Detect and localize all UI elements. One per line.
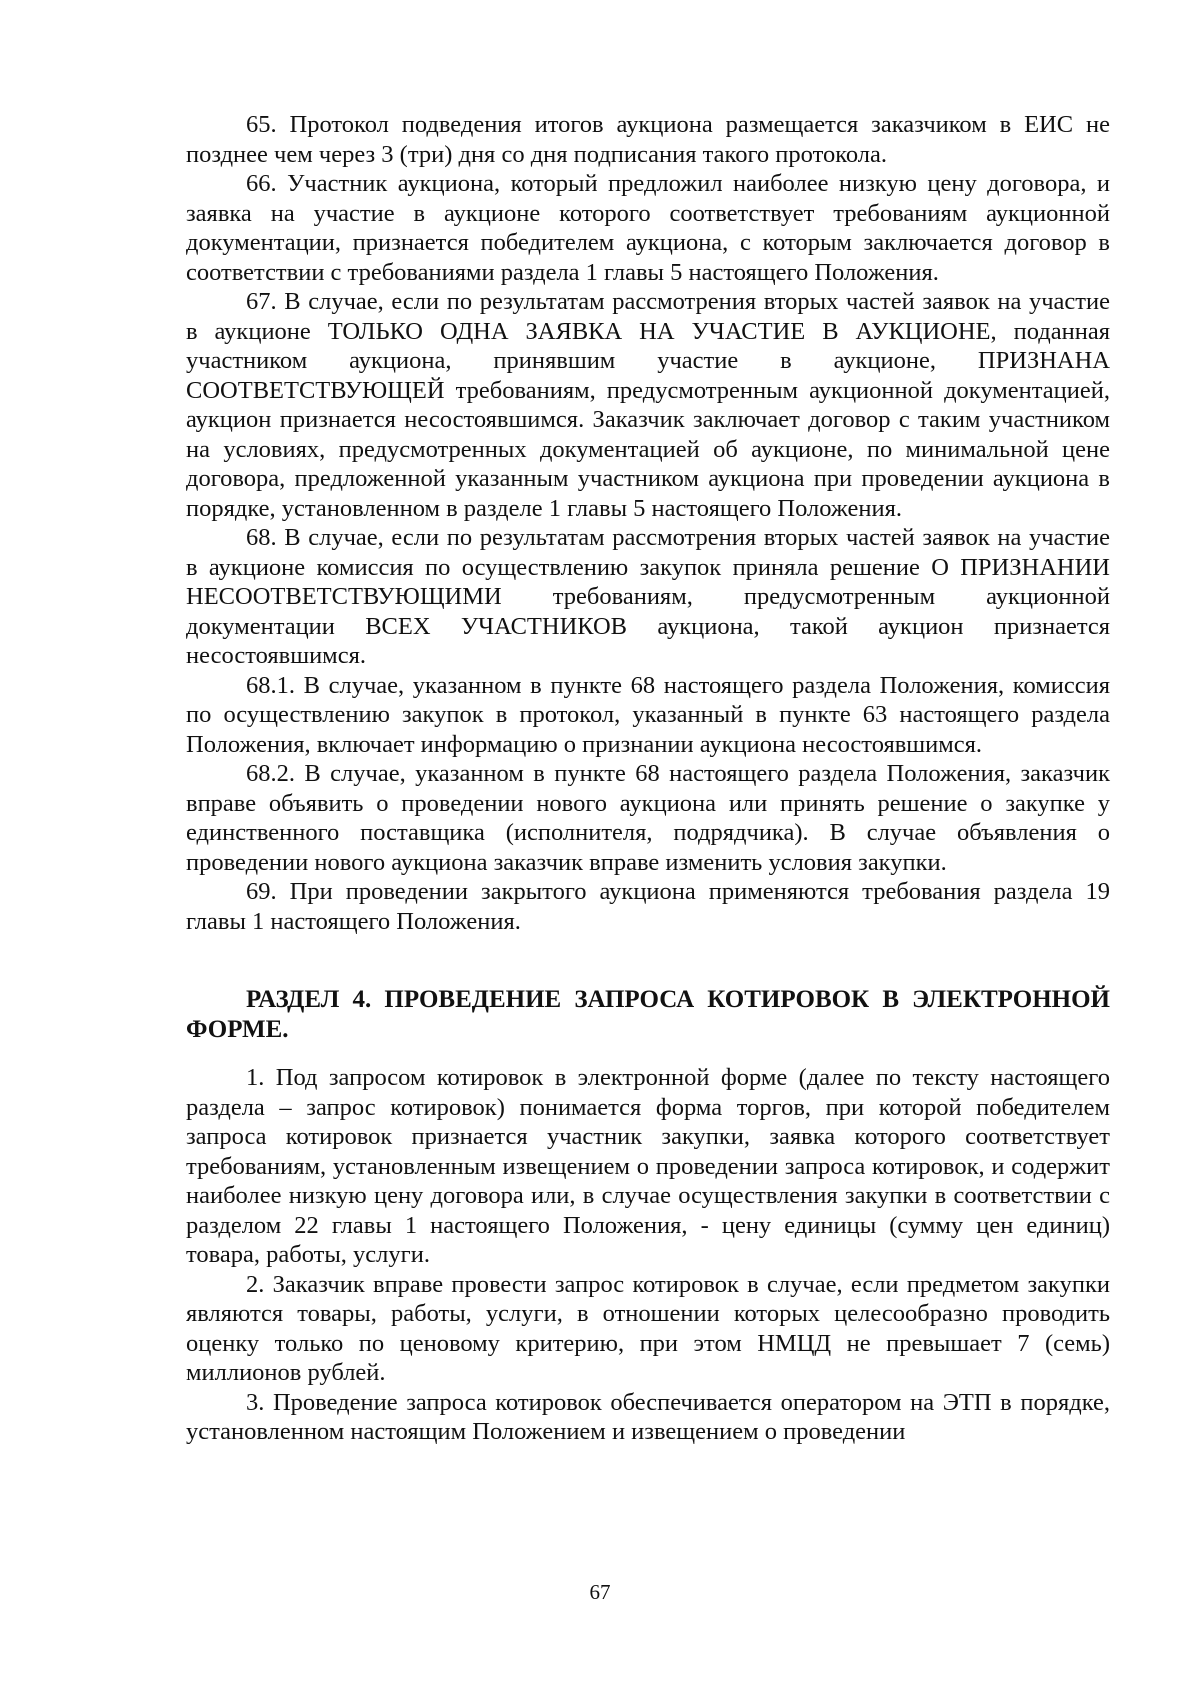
section-4-paragraph-1: 1. Под запросом котировок в электронной форме (далее по тексту настоящего раздела – запрос котировок) понимается форма торгов, при которой победителем запроса котировок признается участник закупки, заявка которого соответствует требованиям, установленным извещением о проведении запроса котировок, и содержит наиболее низкую цену договора или, в случае осуществления закупки в соответствии с разделом 22 главы 1 настоящего Положения, - цену единицы (сумму цен единиц) товара, работы, услуги. <box>186 1064 1110 1268</box>
paragraph-65: 65. Протокол подведения итогов аукциона размещается заказчиком в ЕИС не позднее чем через 3 (три) дня со дня подписания такого протокола. <box>186 111 1110 168</box>
paragraph-69: 69. При проведении закрытого аукциона применяются требования раздела 19 главы 1 настоящего Положения. <box>186 878 1110 935</box>
paragraph-67: 67. В случае, если по результатам рассмотрения вторых частей заявок на участие в аукционе ТОЛЬКО ОДНА ЗАЯВКА НА УЧАСТИЕ В АУКЦИОНЕ, поданная участником аукциона, принявшим участие в аукционе, ПРИЗНАНА СООТВЕТСТВУЮЩЕЙ требованиям, предусмотренным аукционной документацией, аукцион признается несостоявшимся. Заказчик заключает договор с таким участником на условиях, предусмотренных документацией об аукционе, по минимальной цене договора, предложенной указанным участником аукциона при проведении аукциона в порядке, установленном в разделе 1 главы 5 настоящего Положения. <box>186 288 1110 522</box>
section-4-heading: РАЗДЕЛ 4. ПРОВЕДЕНИЕ ЗАПРОСА КОТИРОВОК В ЭЛЕКТРОННОЙ ФОРМЕ. <box>186 986 1110 1043</box>
page-number: 67 <box>589 1580 611 1604</box>
paragraph-66: 66. Участник аукциона, который предложил наиболее низкую цену договора, и заявка на участие в аукционе которого соответствует требованиям аукционной документации, признается победителем аукциона, с которым заключается договор в соответствии с требованиями раздела 1 главы 5 настоящего Положения. <box>186 170 1110 286</box>
paragraph-68: 68. В случае, если по результатам рассмотрения вторых частей заявок на участие в аукционе комиссия по осуществлению закупок приняла решение О ПРИЗНАНИИ НЕСООТВЕТСТВУЮЩИМИ требованиям, предусмотренным аукционной документации ВСЕХ УЧАСТНИКОВ аукциона, такой аукцион признается несостоявшимся. <box>186 524 1110 669</box>
paragraph-68-2: 68.2. В случае, указанном в пункте 68 настоящего раздела Положения, заказчик вправе объявить о проведении нового аукциона или принять решение о закупке у единственного поставщика (исполнителя, подрядчика). В случае объявления о проведении нового аукциона заказчик вправе изменить условия закупки. <box>186 760 1110 876</box>
document-page <box>186 110 1110 1447</box>
section-4-paragraph-2: 2. Заказчик вправе провести запрос котировок в случае, если предметом закупки являются товары, работы, услуги, в отношении которых целесообразно проводить оценку только по ценовому критерию, при этом НМЦД не превышает 7 (семь) миллионов рублей. <box>186 1270 1110 1386</box>
paragraph-68-1: 68.1. В случае, указанном в пункте 68 настоящего раздела Положения, комиссия по осуществлению закупок в протокол, указанный в пункте 63 настоящего раздела Положения, включает информацию о признании аукциона несостоявшимся. <box>186 671 1110 758</box>
section-4-paragraph-3: 3. Проведение запроса котировок обеспечивается оператором на ЭТП в порядке, установленном настоящим Положением и извещением о проведении <box>186 1388 1110 1445</box>
